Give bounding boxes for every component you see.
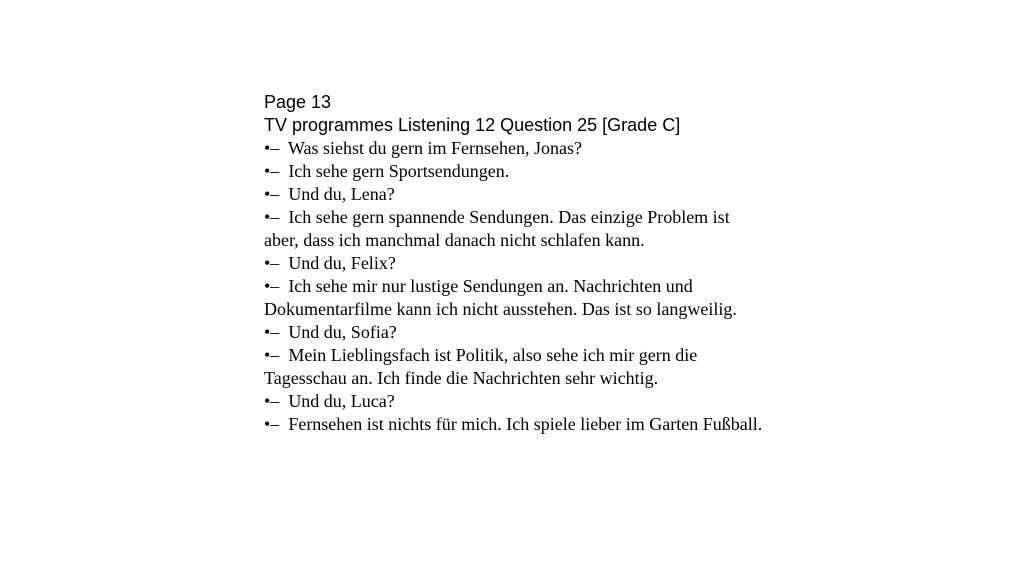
dialogue-text: Mein Lieblingsfach ist Politik, also sehe ich mir gern die Tagesschau an. Ich finde die Nachrichten sehr wichtig. <box>264 345 698 388</box>
slide-title: TV programmes Listening 12 Question 25 [Grade C] <box>264 115 681 135</box>
slide-content <box>264 91 764 436</box>
dialogue-line <box>264 321 764 344</box>
bullet-dash-icon: •– <box>264 207 280 227</box>
dialogue-line <box>264 413 764 436</box>
dialogue-text: Und du, Lena? <box>288 184 395 204</box>
dialogue-line <box>264 275 764 321</box>
dialogue-text: Ich sehe mir nur lustige Sendungen an. Nachrichten und Dokumentarfilme kann ich nicht ausstehen. Das ist so langweilig. <box>264 276 737 319</box>
dialogue-line <box>264 390 764 413</box>
bullet-dash-icon: •– <box>264 184 280 204</box>
dialogue-text: Was siehst du gern im Fernsehen, Jonas? <box>288 138 582 158</box>
dialogue-list <box>264 137 764 436</box>
dialogue-line <box>264 252 764 275</box>
bullet-dash-icon: •– <box>264 345 280 365</box>
dialogue-text: Und du, Felix? <box>288 253 396 273</box>
dialogue-line <box>264 344 764 390</box>
dialogue-line <box>264 137 764 160</box>
dialogue-text: Ich sehe gern Sportsendungen. <box>288 161 510 181</box>
dialogue-text: Und du, Luca? <box>288 391 395 411</box>
dialogue-text: Und du, Sofia? <box>288 322 397 342</box>
bullet-dash-icon: •– <box>264 322 280 342</box>
bullet-dash-icon: •– <box>264 391 280 411</box>
dialogue-line <box>264 183 764 206</box>
bullet-dash-icon: •– <box>264 138 280 158</box>
bullet-dash-icon: •– <box>264 276 280 296</box>
bullet-dash-icon: •– <box>264 161 280 181</box>
dialogue-line <box>264 206 764 252</box>
page-label: Page 13 <box>264 92 332 112</box>
dialogue-line <box>264 160 764 183</box>
dialogue-text: Fernsehen ist nichts für mich. Ich spiele lieber im Garten Fußball. <box>288 414 763 434</box>
bullet-dash-icon: •– <box>264 253 280 273</box>
bullet-dash-icon: •– <box>264 414 280 434</box>
dialogue-text: Ich sehe gern spannende Sendungen. Das einzige Problem ist aber, dass ich manchmal danach nicht schlafen kann. <box>264 207 730 250</box>
